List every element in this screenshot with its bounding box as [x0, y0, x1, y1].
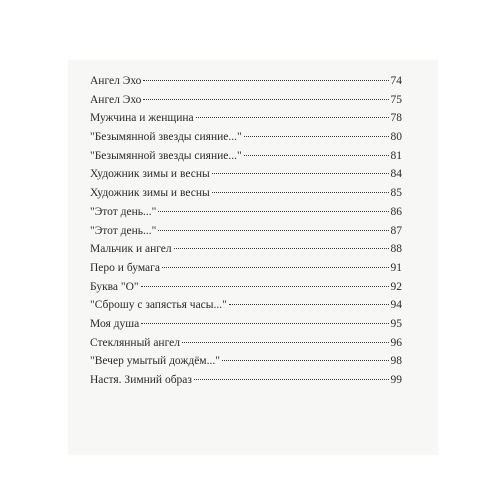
dot-leader: [143, 79, 389, 81]
toc-entry-page: 74: [390, 75, 402, 87]
toc-entry-title: Ангел Эхо: [90, 93, 142, 106]
toc-entry: [90, 259, 402, 278]
toc-entry-title: Моя душа: [90, 317, 140, 330]
dot-leader: [174, 247, 389, 249]
dot-leader: [222, 359, 389, 361]
toc-entry: [90, 147, 402, 166]
toc-entry-page: 92: [390, 280, 402, 293]
dot-leader: [158, 210, 389, 212]
dot-leader: [196, 116, 389, 118]
dot-leader: [212, 191, 389, 193]
dot-leader: [229, 303, 389, 305]
toc-entry-page: 80: [390, 131, 402, 144]
toc-entry: [90, 240, 402, 259]
toc-entry-title: Художник зимы и весны: [90, 168, 210, 181]
toc-entry: [90, 278, 402, 297]
dot-leader: [212, 172, 389, 174]
toc-entry-title: Стеклянный ангел: [90, 336, 180, 349]
toc-entry-page: 87: [390, 224, 402, 237]
toc-entry-page: 86: [390, 205, 402, 218]
dot-leader: [244, 154, 389, 156]
toc-entry-page: 78: [390, 112, 402, 125]
toc-entry: [90, 72, 402, 91]
toc-entry-title: "Вечер умытый дождём...": [90, 355, 220, 368]
dot-leader: [141, 285, 389, 287]
toc-entry-page: 88: [390, 243, 402, 256]
toc-entry-page: 99: [390, 374, 402, 386]
toc-entry-title: "Этот день...": [90, 205, 157, 218]
toc-entry-page: 98: [390, 355, 402, 368]
toc-entry-title: Мальчик и ангел: [90, 243, 172, 256]
toc-entry-title: "Этот день...": [90, 224, 157, 237]
toc-entry: [90, 109, 402, 128]
toc-entry: [90, 371, 402, 390]
dot-leader: [143, 98, 389, 100]
toc-entry-page: 85: [390, 187, 402, 200]
toc-entry-page: 91: [390, 261, 402, 274]
toc-entry-title: "Сброшу с запястья часы...": [90, 299, 227, 312]
dot-leader: [244, 135, 389, 137]
table-of-contents: [90, 72, 402, 390]
toc-entry: [90, 184, 402, 203]
dot-leader: [158, 229, 389, 231]
dot-leader: [194, 378, 389, 380]
toc-entry-title: Перо и бумага: [90, 261, 160, 274]
toc-entry-page: 75: [390, 93, 402, 106]
toc-entry: [90, 334, 402, 353]
toc-entry: [90, 296, 402, 315]
toc-entry: [90, 315, 402, 334]
toc-entry-title: "Безымянной звезды сияние...": [90, 131, 242, 144]
toc-entry: [90, 165, 402, 184]
toc-entry-page: 96: [390, 336, 402, 349]
toc-entry-title: Художник зимы и весны: [90, 187, 210, 200]
toc-entry-title: Буква "О": [90, 280, 139, 293]
dot-leader: [141, 322, 389, 324]
toc-entry: [90, 203, 402, 222]
toc-entry: [90, 128, 402, 147]
toc-entry: [90, 222, 402, 241]
toc-entry: [90, 352, 402, 371]
toc-entry-title: Мужчина и женщина: [90, 112, 194, 125]
dot-leader: [182, 341, 389, 343]
toc-entry-page: 94: [390, 299, 402, 312]
toc-entry-page: 95: [390, 317, 402, 330]
toc-entry-page: 81: [390, 149, 402, 162]
toc-entry-title: Настя. Зимний образ: [90, 374, 192, 386]
dot-leader: [162, 266, 389, 268]
toc-entry-page: 84: [390, 168, 402, 181]
toc-entry: [90, 91, 402, 110]
toc-entry-title: Ангел Эхо: [90, 75, 142, 87]
toc-entry-title: "Безымянной звезды сияние...": [90, 149, 242, 162]
